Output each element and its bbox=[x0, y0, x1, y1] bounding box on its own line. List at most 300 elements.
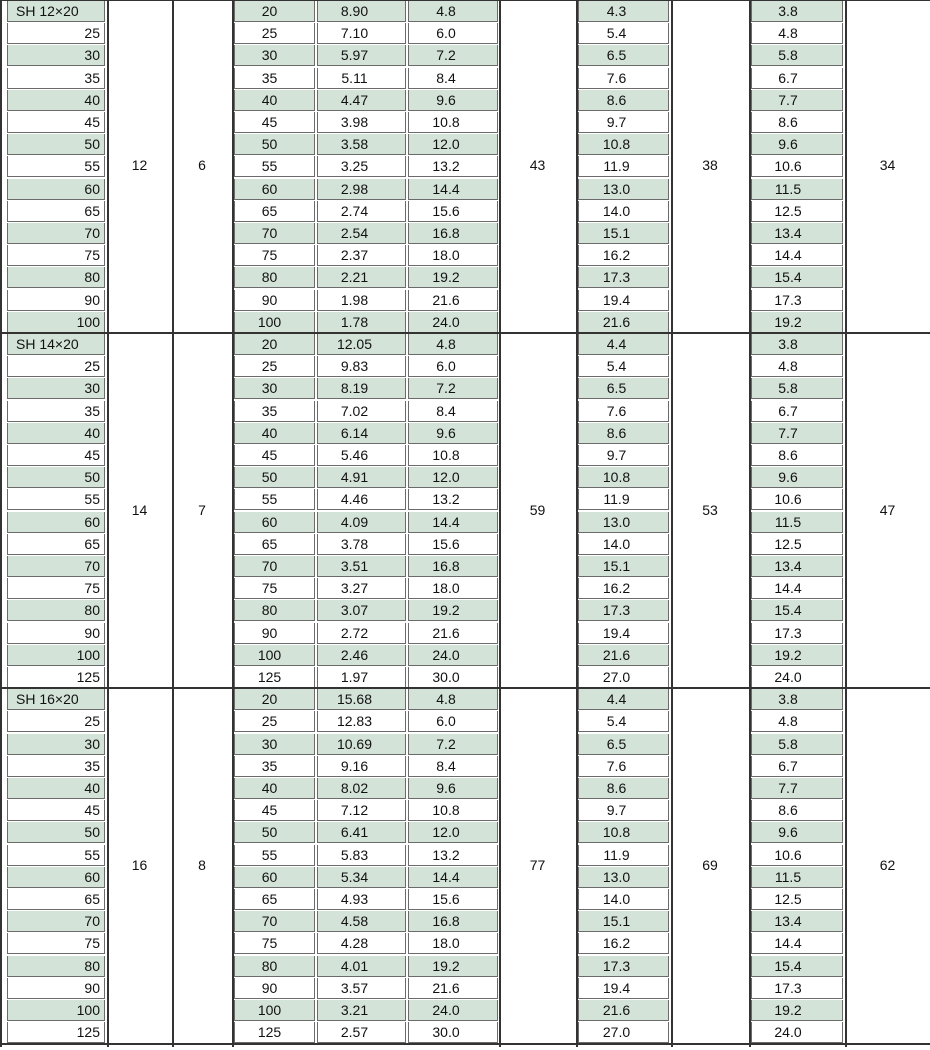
deflection-3-cell: 12.5 bbox=[751, 889, 843, 910]
deflection-2-cell: 7.6 bbox=[578, 401, 669, 422]
length-cell: 60 bbox=[7, 512, 105, 533]
length-cell: 40 bbox=[7, 778, 105, 799]
length-cell: 70 bbox=[7, 223, 105, 244]
deflection-2-cell: 14.0 bbox=[578, 201, 669, 222]
spring-rate-cell: 2.57 bbox=[317, 1022, 406, 1043]
length-cell: 125 bbox=[7, 1022, 105, 1043]
length-cell: 25 bbox=[7, 356, 105, 377]
deflection-3-cell: 7.7 bbox=[751, 90, 843, 111]
length-cell: 80 bbox=[7, 956, 105, 977]
spring-rate-cell: 4.09 bbox=[317, 512, 406, 533]
deflection-3-cell: 14.4 bbox=[751, 245, 843, 266]
max-deflection-cell: 4.8 bbox=[408, 1, 498, 22]
deflection-3-cell: 17.3 bbox=[751, 978, 843, 999]
deflection-3-cell: 3.8 bbox=[751, 1, 843, 22]
table-row bbox=[0, 67, 930, 89]
length-cell: 30 bbox=[7, 734, 105, 755]
length-cell: 35 bbox=[7, 756, 105, 777]
table-row bbox=[0, 377, 930, 399]
deflection-2-cell: 5.4 bbox=[578, 23, 669, 44]
length-cell: 35 bbox=[7, 68, 105, 89]
outer-diameter-cell: 14 bbox=[131, 501, 148, 518]
max-deflection-cell: 14.4 bbox=[408, 512, 498, 533]
table-row bbox=[0, 244, 930, 266]
stroke-cell: 20 bbox=[234, 689, 315, 710]
max-deflection-cell: 21.6 bbox=[408, 290, 498, 311]
max-deflection-cell: 7.2 bbox=[408, 734, 498, 755]
length-cell: 75 bbox=[7, 578, 105, 599]
spring-rate-cell: 3.21 bbox=[317, 1000, 406, 1021]
table-row bbox=[0, 44, 930, 66]
spring-rate-cell: 4.46 bbox=[317, 489, 406, 510]
max-deflection-cell: 13.2 bbox=[408, 156, 498, 177]
max-deflection-cell: 9.6 bbox=[408, 423, 498, 444]
deflection-3-cell: 14.4 bbox=[751, 933, 843, 954]
deflection-2-cell: 6.5 bbox=[578, 734, 669, 755]
spring-rate-cell: 4.93 bbox=[317, 889, 406, 910]
load-rating-2-cell: 69 bbox=[702, 856, 718, 873]
deflection-3-cell: 3.8 bbox=[751, 334, 843, 355]
load-rating-1-cell: 59 bbox=[529, 501, 546, 518]
deflection-2-cell: 7.6 bbox=[578, 68, 669, 89]
length-cell: 90 bbox=[7, 978, 105, 999]
deflection-2-cell: 8.6 bbox=[578, 90, 669, 111]
deflection-2-cell: 11.9 bbox=[578, 489, 669, 510]
spring-rate-cell: 15.68 bbox=[317, 689, 406, 710]
stroke-cell: 65 bbox=[234, 201, 315, 222]
table-row bbox=[0, 710, 930, 732]
spring-rate-cell: 1.78 bbox=[317, 312, 406, 333]
deflection-2-cell: 21.6 bbox=[578, 645, 669, 666]
table-row bbox=[0, 599, 930, 621]
stroke-cell: 70 bbox=[234, 556, 315, 577]
load-rating-2-cell: 38 bbox=[702, 157, 718, 174]
stroke-cell: 35 bbox=[234, 401, 315, 422]
deflection-3-cell: 19.2 bbox=[751, 1000, 843, 1021]
length-cell: 55 bbox=[7, 489, 105, 510]
deflection-2-cell: 15.1 bbox=[578, 223, 669, 244]
stroke-cell: 65 bbox=[234, 534, 315, 555]
spring-rate-cell: 2.21 bbox=[317, 267, 406, 288]
stroke-cell: 40 bbox=[234, 778, 315, 799]
table-row bbox=[0, 666, 930, 688]
length-cell: 40 bbox=[7, 423, 105, 444]
length-cell: 100 bbox=[7, 1000, 105, 1021]
max-deflection-cell: 6.0 bbox=[408, 711, 498, 732]
deflection-2-cell: 6.5 bbox=[578, 378, 669, 399]
spring-rate-cell: 5.34 bbox=[317, 867, 406, 888]
stroke-cell: 30 bbox=[234, 378, 315, 399]
spring-rate-cell: 8.02 bbox=[317, 778, 406, 799]
deflection-3-cell: 10.6 bbox=[751, 156, 843, 177]
max-deflection-cell: 14.4 bbox=[408, 179, 498, 200]
max-deflection-cell: 18.0 bbox=[408, 245, 498, 266]
deflection-2-cell: 11.9 bbox=[578, 156, 669, 177]
stroke-cell: 25 bbox=[234, 711, 315, 732]
stroke-cell: 45 bbox=[234, 112, 315, 133]
deflection-3-cell: 11.5 bbox=[751, 512, 843, 533]
deflection-2-cell: 13.0 bbox=[578, 512, 669, 533]
stroke-cell: 50 bbox=[234, 467, 315, 488]
max-deflection-cell: 14.4 bbox=[408, 867, 498, 888]
deflection-3-cell: 14.4 bbox=[751, 578, 843, 599]
table-row bbox=[0, 200, 930, 222]
spring-rate-cell: 2.37 bbox=[317, 245, 406, 266]
deflection-2-cell: 21.6 bbox=[578, 1000, 669, 1021]
spring-rate-cell: 9.16 bbox=[317, 756, 406, 777]
spring-rate-cell: 8.90 bbox=[317, 1, 406, 22]
deflection-2-cell: 4.4 bbox=[578, 689, 669, 710]
deflection-3-cell: 4.8 bbox=[751, 711, 843, 732]
deflection-3-cell: 11.5 bbox=[751, 179, 843, 200]
deflection-2-cell: 16.2 bbox=[578, 933, 669, 954]
stroke-cell: 25 bbox=[234, 23, 315, 44]
stroke-cell: 40 bbox=[234, 423, 315, 444]
deflection-3-cell: 19.2 bbox=[751, 312, 843, 333]
spring-rate-cell: 10.69 bbox=[317, 734, 406, 755]
spring-rate-cell: 3.07 bbox=[317, 600, 406, 621]
deflection-2-cell: 13.0 bbox=[578, 179, 669, 200]
deflection-3-cell: 10.6 bbox=[751, 845, 843, 866]
deflection-2-cell: 19.4 bbox=[578, 290, 669, 311]
max-deflection-cell: 6.0 bbox=[408, 356, 498, 377]
length-cell: 80 bbox=[7, 600, 105, 621]
spring-rate-cell: 1.97 bbox=[317, 667, 406, 688]
length-cell: 90 bbox=[7, 290, 105, 311]
model-label-cell: SH 14×20 bbox=[7, 334, 105, 355]
stroke-cell: 55 bbox=[234, 489, 315, 510]
deflection-3-cell: 13.4 bbox=[751, 911, 843, 932]
table-row bbox=[0, 888, 930, 910]
table-row bbox=[0, 755, 930, 777]
spring-rate-cell: 2.46 bbox=[317, 645, 406, 666]
deflection-2-cell: 17.3 bbox=[578, 267, 669, 288]
table-row bbox=[0, 178, 930, 200]
spring-rate-cell: 3.51 bbox=[317, 556, 406, 577]
max-deflection-cell: 15.6 bbox=[408, 201, 498, 222]
deflection-3-cell: 9.6 bbox=[751, 134, 843, 155]
deflection-2-cell: 14.0 bbox=[578, 534, 669, 555]
deflection-3-cell: 10.6 bbox=[751, 489, 843, 510]
table-row bbox=[0, 622, 930, 644]
stroke-cell: 50 bbox=[234, 822, 315, 843]
spring-rate-cell: 4.58 bbox=[317, 911, 406, 932]
deflection-3-cell: 5.8 bbox=[751, 378, 843, 399]
spring-rate-cell: 4.01 bbox=[317, 956, 406, 977]
deflection-2-cell: 4.3 bbox=[578, 1, 669, 22]
length-cell: 125 bbox=[7, 667, 105, 688]
deflection-2-cell: 10.8 bbox=[578, 134, 669, 155]
deflection-3-cell: 15.4 bbox=[751, 267, 843, 288]
deflection-3-cell: 24.0 bbox=[751, 667, 843, 688]
max-deflection-cell: 16.8 bbox=[408, 911, 498, 932]
spring-rate-cell: 3.25 bbox=[317, 156, 406, 177]
max-deflection-cell: 12.0 bbox=[408, 467, 498, 488]
max-deflection-cell: 24.0 bbox=[408, 645, 498, 666]
deflection-2-cell: 27.0 bbox=[578, 667, 669, 688]
table-row bbox=[0, 955, 930, 977]
deflection-2-cell: 4.4 bbox=[578, 334, 669, 355]
table-row bbox=[0, 466, 930, 488]
deflection-3-cell: 4.8 bbox=[751, 23, 843, 44]
max-deflection-cell: 6.0 bbox=[408, 23, 498, 44]
deflection-2-cell: 8.6 bbox=[578, 778, 669, 799]
table-row bbox=[0, 733, 930, 755]
spring-rate-cell: 9.83 bbox=[317, 356, 406, 377]
max-deflection-cell: 7.2 bbox=[408, 378, 498, 399]
deflection-2-cell: 19.4 bbox=[578, 978, 669, 999]
length-cell: 70 bbox=[7, 556, 105, 577]
deflection-2-cell: 13.0 bbox=[578, 867, 669, 888]
deflection-2-cell: 15.1 bbox=[578, 556, 669, 577]
table-row bbox=[0, 644, 930, 666]
deflection-2-cell: 11.9 bbox=[578, 845, 669, 866]
spring-rate-cell: 8.19 bbox=[317, 378, 406, 399]
spring-rate-cell: 7.02 bbox=[317, 401, 406, 422]
stroke-cell: 80 bbox=[234, 267, 315, 288]
deflection-3-cell: 8.6 bbox=[751, 112, 843, 133]
stroke-cell: 90 bbox=[234, 623, 315, 644]
inner-diameter-cell: 8 bbox=[198, 856, 206, 873]
deflection-3-cell: 3.8 bbox=[751, 689, 843, 710]
table-row bbox=[0, 355, 930, 377]
length-cell: 75 bbox=[7, 933, 105, 954]
inner-diameter-cell: 6 bbox=[198, 157, 206, 174]
length-cell: 65 bbox=[7, 534, 105, 555]
table-row bbox=[0, 999, 930, 1021]
max-deflection-cell: 24.0 bbox=[408, 312, 498, 333]
deflection-3-cell: 24.0 bbox=[751, 1022, 843, 1043]
length-cell: 70 bbox=[7, 911, 105, 932]
deflection-2-cell: 5.4 bbox=[578, 356, 669, 377]
table-row bbox=[0, 688, 930, 710]
table-row bbox=[0, 222, 930, 244]
deflection-3-cell: 7.7 bbox=[751, 778, 843, 799]
stroke-cell: 40 bbox=[234, 90, 315, 111]
length-cell: 65 bbox=[7, 201, 105, 222]
deflection-2-cell: 9.7 bbox=[578, 445, 669, 466]
length-cell: 80 bbox=[7, 267, 105, 288]
max-deflection-cell: 7.2 bbox=[408, 45, 498, 66]
stroke-cell: 60 bbox=[234, 867, 315, 888]
length-cell: 25 bbox=[7, 23, 105, 44]
stroke-cell: 125 bbox=[234, 667, 315, 688]
deflection-2-cell: 6.5 bbox=[578, 45, 669, 66]
deflection-3-cell: 19.2 bbox=[751, 645, 843, 666]
deflection-2-cell: 27.0 bbox=[578, 1022, 669, 1043]
stroke-cell: 25 bbox=[234, 356, 315, 377]
length-cell: 35 bbox=[7, 401, 105, 422]
deflection-2-cell: 21.6 bbox=[578, 312, 669, 333]
stroke-cell: 80 bbox=[234, 600, 315, 621]
outer-diameter-cell: 16 bbox=[131, 856, 148, 873]
length-cell: 30 bbox=[7, 45, 105, 66]
stroke-cell: 45 bbox=[234, 800, 315, 821]
table-row bbox=[0, 333, 930, 355]
table-row bbox=[0, 22, 930, 44]
stroke-cell: 90 bbox=[234, 978, 315, 999]
deflection-3-cell: 7.7 bbox=[751, 423, 843, 444]
stroke-cell: 65 bbox=[234, 889, 315, 910]
deflection-3-cell: 12.5 bbox=[751, 534, 843, 555]
max-deflection-cell: 8.4 bbox=[408, 68, 498, 89]
length-cell: 45 bbox=[7, 800, 105, 821]
deflection-2-cell: 9.7 bbox=[578, 112, 669, 133]
deflection-2-cell: 15.1 bbox=[578, 911, 669, 932]
length-cell: 45 bbox=[7, 445, 105, 466]
max-deflection-cell: 9.6 bbox=[408, 90, 498, 111]
length-cell: 40 bbox=[7, 90, 105, 111]
deflection-3-cell: 8.6 bbox=[751, 445, 843, 466]
spring-rate-cell: 5.11 bbox=[317, 68, 406, 89]
stroke-cell: 75 bbox=[234, 578, 315, 599]
deflection-3-cell: 11.5 bbox=[751, 867, 843, 888]
deflection-2-cell: 7.6 bbox=[578, 756, 669, 777]
length-cell: 65 bbox=[7, 889, 105, 910]
length-cell: 55 bbox=[7, 156, 105, 177]
table-row bbox=[0, 533, 930, 555]
max-deflection-cell: 4.8 bbox=[408, 689, 498, 710]
length-cell: 60 bbox=[7, 867, 105, 888]
stroke-cell: 30 bbox=[234, 734, 315, 755]
deflection-3-cell: 15.4 bbox=[751, 956, 843, 977]
deflection-3-cell: 13.4 bbox=[751, 223, 843, 244]
deflection-3-cell: 12.5 bbox=[751, 201, 843, 222]
spring-rate-cell: 6.41 bbox=[317, 822, 406, 843]
deflection-3-cell: 4.8 bbox=[751, 356, 843, 377]
deflection-2-cell: 16.2 bbox=[578, 245, 669, 266]
deflection-3-cell: 6.7 bbox=[751, 68, 843, 89]
spring-rate-cell: 3.58 bbox=[317, 134, 406, 155]
spring-rate-cell: 6.14 bbox=[317, 423, 406, 444]
deflection-3-cell: 6.7 bbox=[751, 756, 843, 777]
max-deflection-cell: 13.2 bbox=[408, 489, 498, 510]
stroke-cell: 125 bbox=[234, 1022, 315, 1043]
stroke-cell: 20 bbox=[234, 334, 315, 355]
spring-rate-cell: 5.97 bbox=[317, 45, 406, 66]
stroke-cell: 55 bbox=[234, 845, 315, 866]
spring-rate-cell: 4.47 bbox=[317, 90, 406, 111]
spring-rate-cell: 2.98 bbox=[317, 179, 406, 200]
spring-rate-cell: 4.91 bbox=[317, 467, 406, 488]
stroke-cell: 60 bbox=[234, 179, 315, 200]
table-row bbox=[0, 400, 930, 422]
length-cell: 100 bbox=[7, 645, 105, 666]
table-row bbox=[0, 111, 930, 133]
length-cell: 30 bbox=[7, 378, 105, 399]
stroke-cell: 35 bbox=[234, 68, 315, 89]
load-rating-3-cell: 62 bbox=[879, 856, 896, 873]
max-deflection-cell: 21.6 bbox=[408, 978, 498, 999]
stroke-cell: 70 bbox=[234, 911, 315, 932]
stroke-cell: 50 bbox=[234, 134, 315, 155]
stroke-cell: 35 bbox=[234, 756, 315, 777]
table-row bbox=[0, 1021, 930, 1043]
deflection-3-cell: 6.7 bbox=[751, 401, 843, 422]
model-label-cell: SH 16×20 bbox=[7, 689, 105, 710]
table-row bbox=[0, 311, 930, 333]
max-deflection-cell: 13.2 bbox=[408, 845, 498, 866]
deflection-2-cell: 8.6 bbox=[578, 423, 669, 444]
load-rating-2-cell: 53 bbox=[702, 501, 718, 518]
spring-rate-cell: 5.83 bbox=[317, 845, 406, 866]
max-deflection-cell: 8.4 bbox=[408, 756, 498, 777]
load-rating-3-cell: 34 bbox=[879, 157, 896, 174]
max-deflection-cell: 15.6 bbox=[408, 534, 498, 555]
spring-rate-cell: 2.74 bbox=[317, 201, 406, 222]
stroke-cell: 55 bbox=[234, 156, 315, 177]
max-deflection-cell: 18.0 bbox=[408, 578, 498, 599]
length-cell: 50 bbox=[7, 467, 105, 488]
stroke-cell: 80 bbox=[234, 956, 315, 977]
load-rating-3-cell: 47 bbox=[879, 501, 896, 518]
table-bottom-rule bbox=[0, 1043, 930, 1045]
deflection-2-cell: 17.3 bbox=[578, 600, 669, 621]
deflection-3-cell: 15.4 bbox=[751, 600, 843, 621]
stroke-cell: 75 bbox=[234, 933, 315, 954]
max-deflection-cell: 19.2 bbox=[408, 956, 498, 977]
table-row bbox=[0, 289, 930, 311]
table-row bbox=[0, 932, 930, 954]
spring-rate-cell: 3.57 bbox=[317, 978, 406, 999]
max-deflection-cell: 12.0 bbox=[408, 134, 498, 155]
load-rating-1-cell: 43 bbox=[529, 157, 546, 174]
deflection-2-cell: 14.0 bbox=[578, 889, 669, 910]
spring-rate-cell: 7.10 bbox=[317, 23, 406, 44]
deflection-2-cell: 9.7 bbox=[578, 800, 669, 821]
spring-rate-cell: 7.12 bbox=[317, 800, 406, 821]
deflection-2-cell: 10.8 bbox=[578, 822, 669, 843]
deflection-3-cell: 5.8 bbox=[751, 734, 843, 755]
deflection-2-cell: 5.4 bbox=[578, 711, 669, 732]
deflection-2-cell: 10.8 bbox=[578, 467, 669, 488]
stroke-cell: 100 bbox=[234, 312, 315, 333]
table-row bbox=[0, 821, 930, 843]
table-row bbox=[0, 89, 930, 111]
table-row bbox=[0, 133, 930, 155]
spring-rate-cell: 3.98 bbox=[317, 112, 406, 133]
max-deflection-cell: 30.0 bbox=[408, 667, 498, 688]
stroke-cell: 45 bbox=[234, 445, 315, 466]
table-row bbox=[0, 799, 930, 821]
length-cell: 100 bbox=[7, 312, 105, 333]
stroke-cell: 100 bbox=[234, 1000, 315, 1021]
deflection-3-cell: 8.6 bbox=[751, 800, 843, 821]
deflection-2-cell: 17.3 bbox=[578, 956, 669, 977]
length-cell: 50 bbox=[7, 134, 105, 155]
stroke-cell: 90 bbox=[234, 290, 315, 311]
length-cell: 90 bbox=[7, 623, 105, 644]
table-row bbox=[0, 555, 930, 577]
spring-rate-cell: 12.05 bbox=[317, 334, 406, 355]
deflection-3-cell: 17.3 bbox=[751, 290, 843, 311]
max-deflection-cell: 16.8 bbox=[408, 556, 498, 577]
spring-rate-cell: 3.27 bbox=[317, 578, 406, 599]
length-cell: 25 bbox=[7, 711, 105, 732]
outer-diameter-cell: 12 bbox=[131, 157, 148, 174]
max-deflection-cell: 24.0 bbox=[408, 1000, 498, 1021]
stroke-cell: 70 bbox=[234, 223, 315, 244]
max-deflection-cell: 10.8 bbox=[408, 800, 498, 821]
spring-rate-cell: 3.78 bbox=[317, 534, 406, 555]
max-deflection-cell: 9.6 bbox=[408, 778, 498, 799]
stroke-cell: 30 bbox=[234, 45, 315, 66]
stroke-cell: 20 bbox=[234, 1, 315, 22]
table-row bbox=[0, 0, 930, 22]
deflection-3-cell: 17.3 bbox=[751, 623, 843, 644]
stroke-cell: 60 bbox=[234, 512, 315, 533]
table-row bbox=[0, 977, 930, 999]
